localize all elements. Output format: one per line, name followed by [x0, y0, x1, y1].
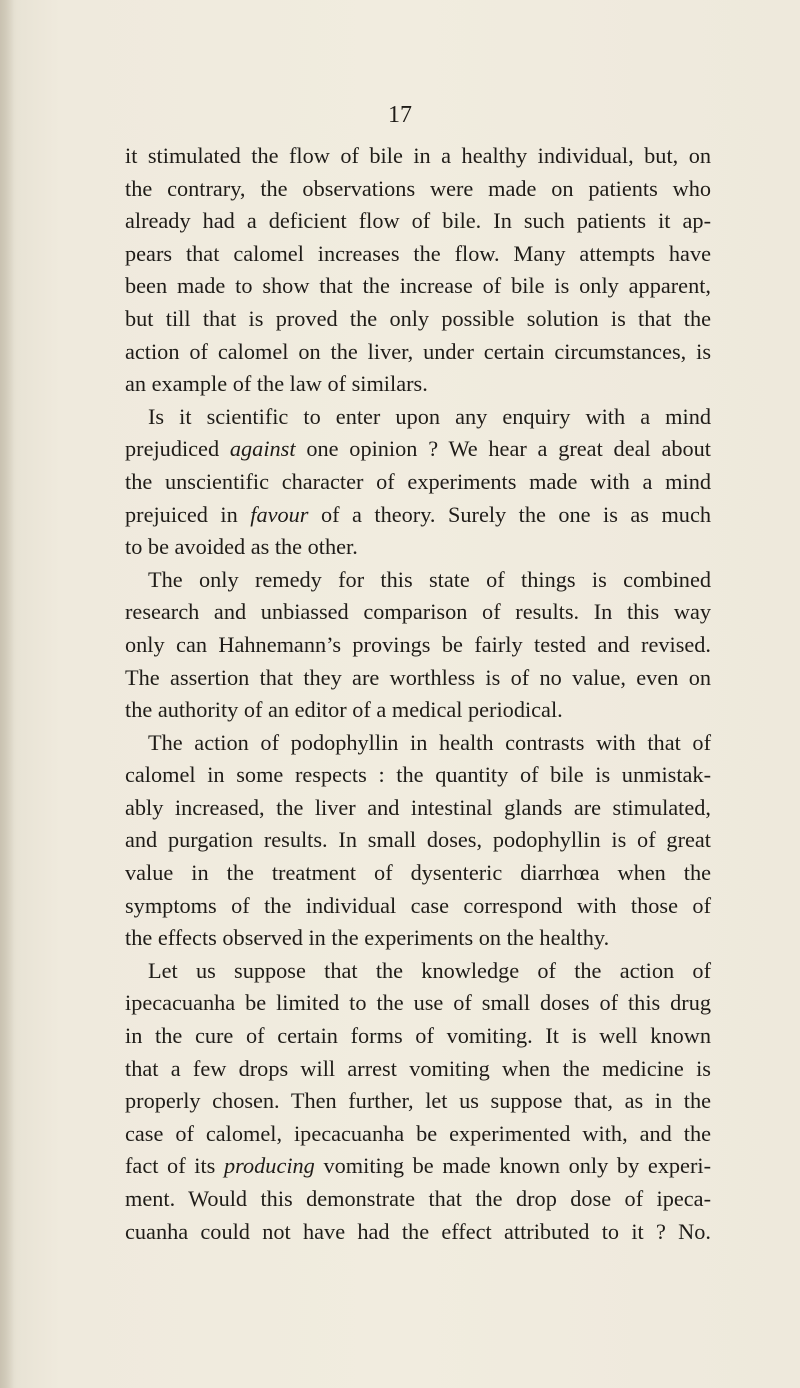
body-text [125, 140, 711, 1248]
text-line: The only remedy for this state of things is combined [148, 566, 711, 592]
text-line: prejuiced in favour of a theory. Surely the one is as much [125, 501, 711, 527]
text-line: the contrary, the observations were made on patients who [125, 175, 711, 201]
text-line: value in the treatment of dysenteric diarrhœa when the [125, 860, 711, 886]
text-line: only can Hahnemann’s provings be fairly tested and revised. [125, 631, 711, 657]
text-line: been made to show that the increase of bile is only apparent, [125, 273, 711, 299]
text-line: properly chosen. Then further, let us suppose that, as in the [125, 1088, 711, 1114]
text-line: calomel in some respects : the quantity of bile is unmistak- [125, 762, 711, 788]
text-line: cuanha could not have had the effect attributed to it ? No. [125, 1218, 711, 1244]
text-line: fact of its producing vomiting be made known only by experi- [125, 1153, 711, 1179]
emphasized-word: favour [250, 501, 309, 527]
page-number: 17 [388, 102, 412, 128]
text-line: Let us suppose that the knowledge of the action of [148, 957, 711, 983]
page-gutter-shadow [0, 0, 14, 1388]
emphasized-word: against [229, 436, 296, 462]
text-line: pears that calomel increases the flow. Many attempts have [125, 240, 711, 266]
paragraph-1 [125, 140, 711, 401]
text-line: the effects observed in the experiments on the healthy. [125, 925, 610, 951]
text-line: ment. Would this demonstrate that the drop dose of ipeca- [125, 1186, 711, 1211]
paragraph-5 [125, 955, 711, 1248]
text-line: action of calomel on the liver, under certain circumstances, is [125, 338, 711, 364]
paragraph-2 [125, 401, 711, 564]
paragraph-4 [125, 727, 711, 955]
text-line: case of calomel, ipecacuanha be experimented with, and the [125, 1120, 711, 1146]
text-line: prejudiced against one opinion ? We hear a great deal about [125, 436, 711, 462]
text-line: research and unbiassed comparison of results. In this way [125, 599, 711, 625]
text-line: ably increased, the liver and intestinal glands are stimulated, [125, 794, 711, 820]
text-line: but till that is proved the only possible solution is that the [125, 305, 711, 331]
text-line: The action of podophyllin in health contrasts with that of [148, 729, 711, 755]
text-line: in the cure of certain forms of vomiting. It is well known [125, 1023, 711, 1049]
text-line: Is it scientific to enter upon any enquiry with a mind [148, 403, 711, 429]
emphasized-word: producing [224, 1153, 315, 1179]
text-line: already had a deficient flow of bile. In such patients it ap- [125, 208, 711, 234]
text-line: that a few drops will arrest vomiting when the medicine is [125, 1055, 711, 1081]
text-line: it stimulated the flow of bile in a healthy individual, but, on [125, 143, 711, 168]
text-line: ipecacuanha be limited to the use of small doses of this drug [125, 990, 711, 1016]
text-line: an example of the law of similars. [125, 371, 428, 397]
paragraph-3 [125, 564, 711, 727]
text-line: The assertion that they are worthless is of no value, even on [125, 664, 711, 690]
text-line: symptoms of the individual case correspond with those of [125, 892, 711, 918]
text-line: and purgation results. In small doses, podophyllin is of great [125, 827, 711, 853]
text-line: the authority of an editor of a medical periodical. [125, 697, 563, 723]
text-line: to be avoided as the other. [125, 534, 358, 560]
text-line: the unscientific character of experiments made with a mind [125, 468, 711, 494]
